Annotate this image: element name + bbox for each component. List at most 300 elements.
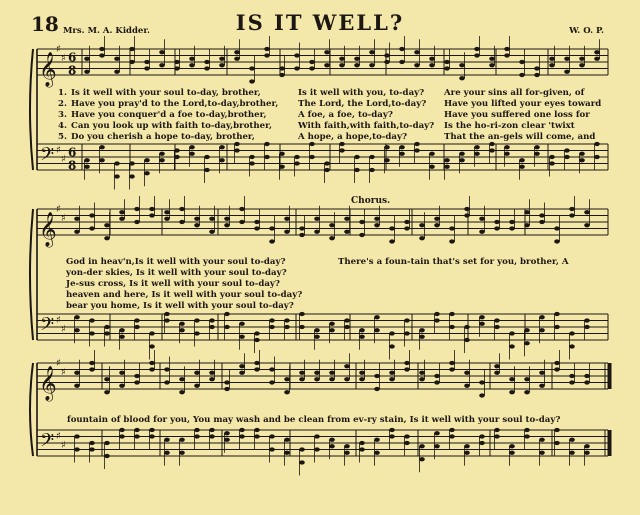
sharp-sign: ♯ xyxy=(61,367,66,378)
note-head xyxy=(144,158,150,162)
note-head xyxy=(569,380,575,384)
note-head xyxy=(234,142,240,146)
note-head xyxy=(479,315,485,319)
note-head xyxy=(119,384,125,388)
page-number: 18 xyxy=(31,12,59,36)
bass-clef: 𝄢 xyxy=(40,314,55,340)
note-head xyxy=(374,223,380,227)
note-head xyxy=(89,226,95,230)
note-head xyxy=(224,325,230,329)
note-head xyxy=(474,47,480,51)
note-head xyxy=(579,152,585,156)
note-head xyxy=(354,155,360,159)
note-head xyxy=(464,207,470,211)
note-head xyxy=(74,447,80,451)
system-brace xyxy=(30,49,33,170)
note-head xyxy=(239,220,245,224)
note-head xyxy=(269,325,275,329)
note-head xyxy=(84,70,90,74)
note-head xyxy=(414,50,420,54)
note-head xyxy=(74,217,80,221)
note-head xyxy=(554,367,560,371)
note-head xyxy=(194,217,200,221)
note-head xyxy=(374,217,380,221)
note-head xyxy=(314,371,320,375)
note-head xyxy=(509,220,515,224)
note-head xyxy=(149,344,155,348)
note-head xyxy=(389,331,395,335)
note-head xyxy=(239,364,245,368)
time-signature-top: 6 xyxy=(68,145,77,160)
note-head xyxy=(254,367,260,371)
bass-clef: 𝄢 xyxy=(40,144,55,170)
note-head xyxy=(464,371,470,375)
note-head xyxy=(449,361,455,365)
note-head xyxy=(344,364,350,368)
chorus-lyric: fountain of blood for you, You may wash and be clean from ev-ry stain, Is it well with your soul to-day? xyxy=(67,415,561,425)
note-head xyxy=(489,57,495,61)
note-head xyxy=(89,441,95,445)
note-head xyxy=(344,451,350,455)
note-head xyxy=(269,380,275,384)
note-head xyxy=(314,217,320,221)
note-head xyxy=(554,361,560,365)
note-head xyxy=(209,230,215,234)
note-head xyxy=(554,428,560,432)
note-head xyxy=(269,318,275,322)
note-head xyxy=(534,73,540,77)
note-head xyxy=(434,431,440,435)
note-head xyxy=(354,63,360,67)
note-head xyxy=(324,168,330,172)
note-head xyxy=(384,158,390,162)
note-head xyxy=(329,438,335,442)
note-head xyxy=(74,315,80,319)
note-head xyxy=(344,325,350,329)
note-head xyxy=(134,318,140,322)
note-head xyxy=(269,367,275,371)
composer-credit: W. O. P. xyxy=(569,26,604,36)
note-head xyxy=(119,434,125,438)
note-head xyxy=(419,457,425,461)
note-head xyxy=(134,428,140,432)
sharp-sign: ♯ xyxy=(56,431,61,442)
note-head xyxy=(269,434,275,438)
note-head xyxy=(89,367,95,371)
note-head xyxy=(179,220,185,224)
note-head xyxy=(459,152,465,156)
note-head xyxy=(509,451,515,455)
note-head xyxy=(224,380,230,384)
note-head xyxy=(209,434,215,438)
note-head xyxy=(99,47,105,51)
note-head xyxy=(389,371,395,375)
note-head xyxy=(314,328,320,332)
note-head xyxy=(149,207,155,211)
note-head xyxy=(179,451,185,455)
note-head xyxy=(399,60,405,64)
note-head xyxy=(459,76,465,80)
note-head xyxy=(429,165,435,169)
note-head xyxy=(299,325,305,329)
note-head xyxy=(564,57,570,61)
note-head xyxy=(134,325,140,329)
note-head xyxy=(404,331,410,335)
note-head xyxy=(579,158,585,162)
note-head xyxy=(474,145,480,149)
note-head xyxy=(384,60,390,64)
note-head xyxy=(254,428,260,432)
note-head xyxy=(444,60,450,64)
note-head xyxy=(204,155,210,159)
note-head xyxy=(494,318,500,322)
sharp-sign: ♯ xyxy=(56,44,61,55)
note-head xyxy=(284,318,290,322)
verse-lyric: Have you pray'd to the Lord,to-day,brother, xyxy=(71,99,279,109)
note-head xyxy=(179,438,185,442)
note-head xyxy=(89,331,95,335)
note-head xyxy=(489,148,495,152)
verse-lyric: Are your sins all for-given, of xyxy=(444,88,585,98)
note-head xyxy=(294,161,300,165)
note-head xyxy=(464,451,470,455)
note-head xyxy=(269,239,275,243)
note-head xyxy=(294,155,300,159)
note-head xyxy=(534,152,540,156)
chorus-lyric: There's a foun-tain that's set for you, brother, A xyxy=(338,257,569,267)
note-head xyxy=(374,328,380,332)
note-head xyxy=(314,230,320,234)
note-head xyxy=(284,325,290,329)
note-head xyxy=(344,318,350,322)
note-head xyxy=(149,434,155,438)
note-head xyxy=(344,217,350,221)
note-head xyxy=(329,377,335,381)
note-head xyxy=(389,428,395,432)
note-head xyxy=(519,165,525,169)
note-head xyxy=(299,312,305,316)
note-head xyxy=(534,66,540,70)
treble-clef: 𝄞 xyxy=(39,52,57,87)
note-head xyxy=(509,344,515,348)
note-head xyxy=(404,434,410,438)
note-head xyxy=(419,371,425,375)
note-head xyxy=(339,63,345,67)
note-head xyxy=(254,331,260,335)
verse-lyric: Do you cherish a hope to-day, brother, xyxy=(71,132,255,142)
note-head xyxy=(279,152,285,156)
note-head xyxy=(209,325,215,329)
note-head xyxy=(374,451,380,455)
note-head xyxy=(149,367,155,371)
note-head xyxy=(444,66,450,70)
note-head xyxy=(149,331,155,335)
note-head xyxy=(164,438,170,442)
note-head xyxy=(224,387,230,391)
sharp-sign: ♯ xyxy=(61,324,66,335)
note-head xyxy=(459,158,465,162)
note-head xyxy=(584,223,590,227)
note-head xyxy=(164,217,170,221)
note-head xyxy=(374,374,380,378)
note-head xyxy=(284,377,290,381)
note-head xyxy=(434,223,440,227)
note-head xyxy=(209,428,215,432)
verse-lyric: The Lord, the Lord,to-day? xyxy=(298,99,427,109)
note-head xyxy=(234,148,240,152)
note-head xyxy=(299,447,305,451)
verse-lyric: Is it well with you, to-day? xyxy=(298,88,425,98)
verse-lyric: Is the ho-ri-zon clear 'twixt xyxy=(444,121,575,131)
time-signature-top: 6 xyxy=(68,50,77,65)
verse-lyric: bear you home, Is it well with your soul to-day? xyxy=(66,301,294,311)
note-head xyxy=(359,328,365,332)
note-head xyxy=(194,318,200,322)
note-head xyxy=(164,312,170,316)
note-head xyxy=(459,63,465,67)
note-head xyxy=(464,444,470,448)
note-head xyxy=(309,60,315,64)
note-head xyxy=(159,152,165,156)
verse-lyric: God in heav'n,Is it well with your soul to-day? xyxy=(66,257,286,267)
note-head xyxy=(399,47,405,51)
note-head xyxy=(569,213,575,217)
note-head xyxy=(579,63,585,67)
note-head xyxy=(509,226,515,230)
note-head xyxy=(104,454,110,458)
note-head xyxy=(464,325,470,329)
note-head xyxy=(359,441,365,445)
note-head xyxy=(369,50,375,54)
note-head xyxy=(314,447,320,451)
note-head xyxy=(149,213,155,217)
note-head xyxy=(419,236,425,240)
note-head xyxy=(269,447,275,451)
note-head xyxy=(324,50,330,54)
note-head xyxy=(279,165,285,169)
note-head xyxy=(324,161,330,165)
note-head xyxy=(84,57,90,61)
note-head xyxy=(194,434,200,438)
note-head xyxy=(404,361,410,365)
note-head xyxy=(344,230,350,234)
note-head xyxy=(369,155,375,159)
treble-clef: 𝄞 xyxy=(39,366,57,401)
verse-lyric: A hope, a hope,to-day? xyxy=(298,132,407,142)
note-head xyxy=(279,73,285,77)
verse-lyric: Is it well with your soul to-day, brother, xyxy=(71,88,261,98)
note-head xyxy=(194,371,200,375)
note-head xyxy=(134,220,140,224)
note-head xyxy=(584,318,590,322)
note-head xyxy=(479,434,485,438)
note-head xyxy=(324,63,330,67)
note-head xyxy=(404,226,410,230)
note-head xyxy=(524,390,530,394)
note-head xyxy=(509,331,515,335)
note-head xyxy=(194,331,200,335)
note-head xyxy=(254,220,260,224)
note-head xyxy=(219,63,225,67)
note-head xyxy=(174,155,180,159)
note-head xyxy=(524,428,530,432)
note-head xyxy=(224,223,230,227)
note-head xyxy=(249,161,255,165)
note-head xyxy=(74,371,80,375)
note-head xyxy=(174,66,180,70)
note-head xyxy=(549,57,555,61)
note-head xyxy=(249,79,255,83)
note-head xyxy=(114,57,120,61)
note-head xyxy=(74,384,80,388)
verse-number: 1. xyxy=(58,88,67,98)
note-head xyxy=(264,155,270,159)
note-head xyxy=(194,384,200,388)
note-head xyxy=(159,50,165,54)
note-head xyxy=(534,145,540,149)
note-head xyxy=(309,142,315,146)
note-head xyxy=(209,377,215,381)
note-head xyxy=(449,226,455,230)
note-head xyxy=(374,387,380,391)
note-head xyxy=(189,63,195,67)
note-head xyxy=(344,444,350,448)
note-head xyxy=(164,318,170,322)
note-head xyxy=(584,374,590,378)
note-head xyxy=(429,57,435,61)
note-head xyxy=(284,230,290,234)
note-head xyxy=(179,377,185,381)
note-head xyxy=(354,57,360,61)
verse-lyric: Have you lifted your eyes toward xyxy=(444,99,602,109)
note-head xyxy=(249,155,255,159)
note-head xyxy=(404,220,410,224)
note-head xyxy=(449,367,455,371)
note-head xyxy=(249,66,255,70)
time-signature-bottom: 8 xyxy=(68,63,77,78)
note-head xyxy=(434,374,440,378)
sharp-sign: ♯ xyxy=(56,204,61,215)
note-head xyxy=(549,161,555,165)
note-head xyxy=(419,444,425,448)
note-head xyxy=(264,53,270,57)
note-head xyxy=(419,223,425,227)
note-head xyxy=(164,380,170,384)
note-head xyxy=(74,230,80,234)
note-head xyxy=(524,341,530,345)
note-head xyxy=(504,145,510,149)
note-head xyxy=(569,331,575,335)
note-head xyxy=(254,361,260,365)
note-head xyxy=(189,145,195,149)
note-head xyxy=(299,460,305,464)
note-head xyxy=(359,233,365,237)
note-head xyxy=(119,328,125,332)
note-head xyxy=(179,207,185,211)
note-head xyxy=(74,328,80,332)
note-head xyxy=(374,438,380,442)
note-head xyxy=(509,444,515,448)
note-head xyxy=(299,377,305,381)
note-head xyxy=(479,217,485,221)
note-head xyxy=(539,328,545,332)
note-head xyxy=(594,57,600,61)
system-brace xyxy=(30,363,33,456)
note-head xyxy=(339,142,345,146)
author-credit: Mrs. M. A. Kidder. xyxy=(63,26,151,36)
note-head xyxy=(329,236,335,240)
note-head xyxy=(569,344,575,348)
note-head xyxy=(204,66,210,70)
note-head xyxy=(369,168,375,172)
note-head xyxy=(434,217,440,221)
note-head xyxy=(374,315,380,319)
note-head xyxy=(239,428,245,432)
note-head xyxy=(434,318,440,322)
note-head xyxy=(194,223,200,227)
verse-lyric: Je-sus cross, Is it well with your soul to-day? xyxy=(66,279,280,289)
note-head xyxy=(554,325,560,329)
sharp-sign: ♯ xyxy=(61,213,66,224)
note-head xyxy=(104,223,110,227)
note-head xyxy=(254,338,260,342)
note-head xyxy=(174,148,180,152)
note-head xyxy=(254,434,260,438)
note-head xyxy=(299,226,305,230)
note-head xyxy=(224,312,230,316)
note-head xyxy=(474,53,480,57)
note-head xyxy=(569,374,575,378)
note-head xyxy=(144,60,150,64)
note-head xyxy=(449,434,455,438)
note-head xyxy=(104,377,110,381)
note-head xyxy=(104,331,110,335)
note-head xyxy=(339,57,345,61)
note-head xyxy=(429,152,435,156)
note-head xyxy=(224,217,230,221)
note-head xyxy=(239,371,245,375)
note-head xyxy=(564,155,570,159)
note-head xyxy=(404,441,410,445)
note-head xyxy=(144,66,150,70)
note-head xyxy=(264,47,270,51)
note-head xyxy=(264,142,270,146)
note-head xyxy=(479,380,485,384)
note-head xyxy=(419,328,425,332)
note-head xyxy=(539,371,545,375)
note-head xyxy=(494,371,500,375)
note-head xyxy=(389,434,395,438)
note-head xyxy=(554,226,560,230)
note-head xyxy=(444,158,450,162)
verse-lyric: Have you conquer'd a foe to-day,brother, xyxy=(71,110,267,120)
note-head xyxy=(569,451,575,455)
note-head xyxy=(294,66,300,70)
time-signature-bottom: 8 xyxy=(68,158,77,173)
note-head xyxy=(594,142,600,146)
verse-lyric: Can you look up with faith to-day,brother, xyxy=(71,121,273,131)
note-head xyxy=(119,210,125,214)
hymn-title: IS IT WELL? xyxy=(235,10,405,35)
note-head xyxy=(384,53,390,57)
verse-lyric: A foe, a foe, to-day? xyxy=(298,110,393,120)
note-head xyxy=(429,63,435,67)
note-head xyxy=(504,47,510,51)
verse-number: 5. xyxy=(58,132,67,142)
note-head xyxy=(449,428,455,432)
note-head xyxy=(149,361,155,365)
note-head xyxy=(564,148,570,152)
